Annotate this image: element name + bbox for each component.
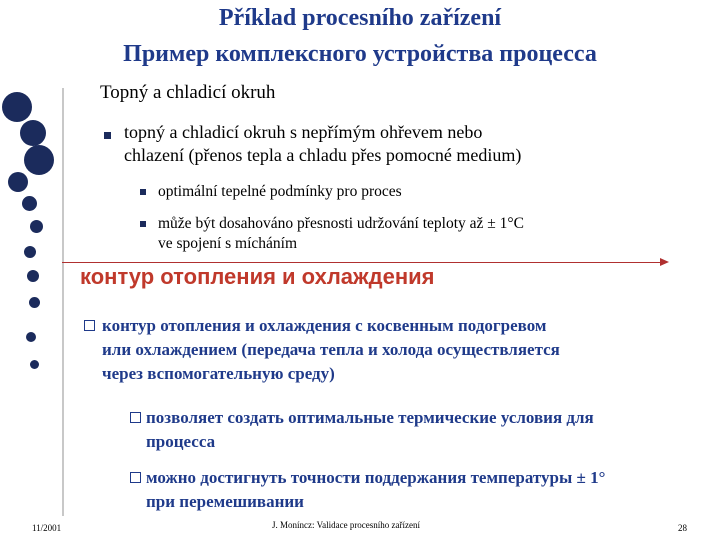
decorative-dot [24,246,36,258]
russian-bullet-main [102,314,560,386]
czech-sub-bullet-1: optimální tepelné podmínky pro proces [158,183,402,200]
footer-author: J. Moníncz: Validace procesního zařízení [272,520,421,530]
footer-page-number: 28 [678,523,687,533]
decorative-dot [29,297,40,308]
russian-sub-bullet-2-line2: при перемешивании [146,492,304,511]
checkbox-bullet-icon [130,412,141,423]
russian-sub-bullet-2 [146,466,605,514]
decorative-dot [30,220,43,233]
czech-section-heading: Topný a chladicí okruh [100,82,276,103]
decorative-dot [27,270,39,282]
bullet-square-icon [140,189,146,195]
russian-sub-bullet-1 [146,406,594,454]
slide-title-czech: Příklad procesního zařízení [218,5,502,31]
decorative-dot [26,332,36,342]
czech-sub-bullet-2 [158,214,524,254]
russian-bullet-main-line1: контур отопления и охлаждения с косвенным подогревом [102,316,547,335]
decorative-dot [8,172,28,192]
russian-sub-bullet-1-line2: процесса [146,432,216,451]
czech-bullet-main-line2: chlazení (přenos tepla a chladu přes pomocné medium) [124,145,522,165]
czech-bullet-main [124,121,521,167]
russian-sub-bullet-2-line1: можно достигнуть точности поддержания температуры ± 1° [146,468,606,487]
russian-bullet-main-line3: через вспомогательную среду) [102,364,335,383]
bullet-square-icon [140,221,146,227]
section-divider [62,262,662,263]
russian-bullet-main-line2: или охлаждением (передача тепла и холода осуществляется [102,340,560,359]
decorative-dot [24,145,54,175]
russian-section-heading: контур отопления и охлаждения [80,264,435,289]
czech-bullet-main-line1: topný a chladicí okruh s nepřímým ohřevem nebo [124,122,483,142]
decorative-dot [2,92,32,122]
czech-sub-bullet-2-line1: může být dosahováno přesnosti udržování teploty až ± 1°C [158,215,524,232]
decorative-vertical-line [62,88,64,516]
footer-date: 11/2001 [32,523,62,533]
slide-title-russian: Пример комплексного устройства процесса [123,41,597,67]
russian-sub-bullet-1-line1: позволяет создать оптимальные термические условия для [146,408,594,427]
checkbox-bullet-icon [130,472,141,483]
checkbox-bullet-icon [84,320,95,331]
bullet-square-icon [104,132,111,139]
decorative-dot [30,360,39,369]
decorative-dot [22,196,37,211]
arrow-right-icon [660,258,669,266]
decorative-dot [20,120,46,146]
czech-sub-bullet-2-line2: ve spojení s mícháním [158,235,298,252]
